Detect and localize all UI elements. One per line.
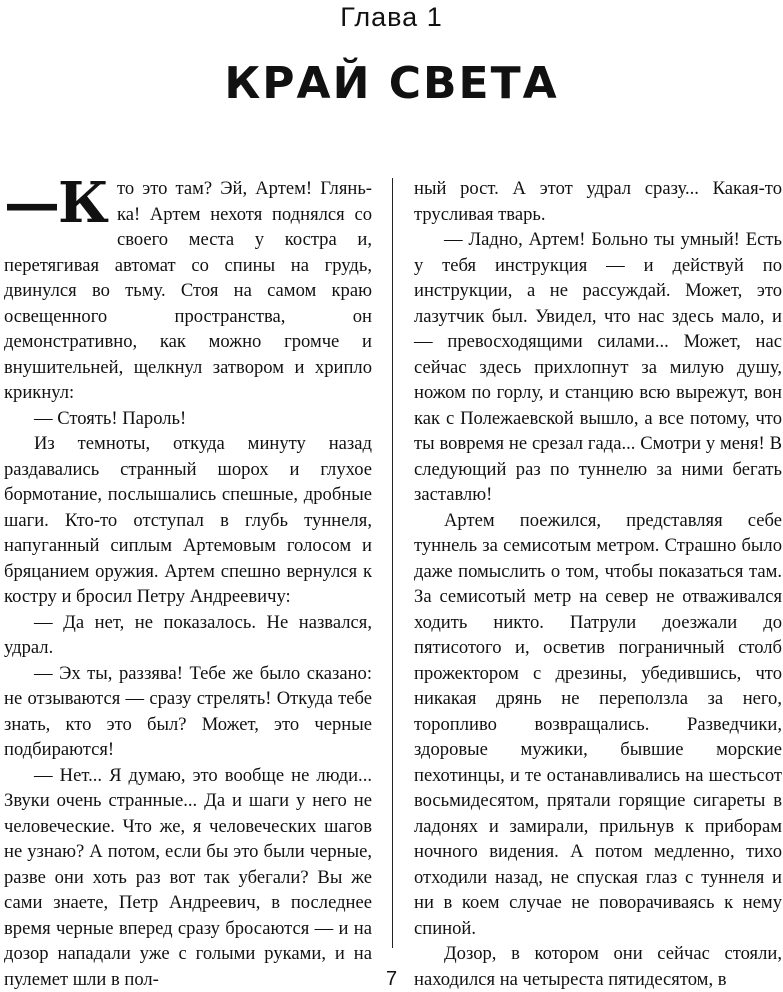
paragraph: — Эх ты, раззява! Тебе же было сказано: не отзываются — сразу стрелять! Откуда тебе знать, кто это был? Может, это черные подбираются! <box>4 661 372 763</box>
dropcap-letter: К <box>58 170 109 236</box>
paragraph-continued: ный рост. А этот удрал сразу... Какая-то трусливая тварь. <box>414 176 782 227</box>
paragraph: — Нет... Я думаю, это вообще не люди... Звуки очень странные... Да и шаги у него не человеческие. Что же, я человеческих шагов не узнаю? А потом, если бы это были черные, разве они хоть раз вот так убегали? Вы же сами знаете, Петр Андреевич, в последнее время черные вперед сразу бросаются — и на дозор нападали уже с голыми руками, и на пулемет шли в пол- <box>4 763 372 992</box>
paragraph-text: то это там? Эй, Артем! Глянь-ка! Артем нехотя поднялся со своего места у костра и, перетягивая автомат со спины на грудь, двинулся во тьму. Стоя на самом краю освещенного пространства, он демонстративно, как можно громче и внушительней, щелкнул затвором и хрипло крикнул: <box>4 178 372 403</box>
page-number: 7 <box>0 968 783 991</box>
dropcap-dash: — <box>4 170 58 236</box>
paragraph: — Ладно, Артем! Больно ты умный! Есть у тебя инструкция — и действуй по инструкции, а не рассуждай. Может, это лазутчик был. Увидел, что нас здесь мало, и — превосходящими силами... Может, нас сейчас здесь прихлопнут за милую душу, ножом по горлу, и станцию всю вырежут, вон как с Полежаевской вышло, а все потому, что ты вовремя не срезал гада... Смотри у меня! В следующий раз по туннелю за ними бегать заставлю! <box>414 227 782 508</box>
paragraph: — Стоять! Пароль! <box>4 406 372 432</box>
right-column <box>414 176 782 992</box>
paragraph-opening <box>4 176 372 406</box>
left-column <box>4 176 372 992</box>
paragraph: — Да нет, не показалось. Не назвался, удрал. <box>4 610 372 661</box>
paragraph: Артем поежился, представляя себе туннель за семисотым метром. Страшно было даже помыслить о том, чтобы показаться там. За семисотый метр на север не отваживался ходить никто. Патрули доезжали до пятисотого и, осветив пограничный столб прожектором с дрезины, убедившись, что никакая дрянь не переползла за него, торопливо возвращались. Разведчики, здоровые мужики, бывшие морские пехотинцы, и те останавливались на шестьсот восьмидесятом, прятали горящие сигареты в ладонях и замирали, прильнув к приборам ночного видения. А потом медленно, тихо отходили назад, не спуская глаз с туннеля и ни в коем случае не поворачиваясь к нему спиной. <box>414 508 782 942</box>
chapter-title: КРАЙ СВЕТА <box>0 58 783 109</box>
paragraph: Из темноты, откуда минуту назад раздавались странный шорох и глухое бормотание, послышались спешные, дробные шаги. Кто-то отступал в глубь туннеля, напуганный сиплым Артемовым голосом и бряцанием оружия. Артем спешно вернулся к костру и бросил Петру Андреевичу: <box>4 431 372 610</box>
dropcap <box>4 178 109 228</box>
paragraph: Дозор, в котором они сейчас стояли, находился на четыреста пятидесятом, в <box>414 941 782 992</box>
chapter-label: Глава 1 <box>0 2 783 33</box>
column-divider <box>392 178 393 948</box>
